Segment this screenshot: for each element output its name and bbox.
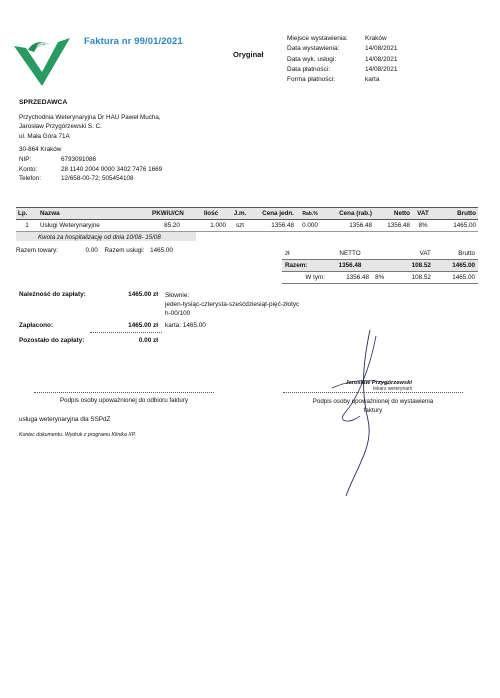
col-unit-price: Cena jedn. xyxy=(252,208,296,220)
seller-name-1: Przychodnia Weterynaryjna Dr HAU Paweł Mucha, xyxy=(19,113,161,121)
seller-account: Konto: 28 1140 2004 0000 3402 7476 1669 xyxy=(19,165,163,173)
goods-value: 0.00 xyxy=(85,247,98,254)
issuer-signature-caption: Podpis osoby upoważnionej do wystawienia faktury xyxy=(312,398,434,414)
services-value: 1465.00 xyxy=(150,247,173,254)
exempt-note: usługa weterynaryjna dla SSPdZ xyxy=(19,416,111,423)
clinic-logo xyxy=(12,32,72,88)
meta-payment-date: Data płatności: 14/08/2021 xyxy=(287,65,398,73)
col-pkwiu: PKWiU/CN xyxy=(150,208,194,220)
end-of-document-note: Koniec dokumentu. Wydruk z programu Klinika XP. xyxy=(19,432,136,438)
col-discount: Rab.% xyxy=(296,208,324,220)
summary-header-row: zł NETTO VAT Brutto xyxy=(282,248,478,260)
seller-heading: SPRZEDAWCA xyxy=(19,99,68,106)
meta-issue-date: Data wystawienia: 14/08/2021 xyxy=(287,45,398,53)
remaining-value: 0.00 zł xyxy=(138,337,158,344)
amount-in-words: Słownie: jeden-tysiąc-czterysta-sześćdziesiąt-pięć-złotyc h-00/100 xyxy=(165,292,300,317)
col-name: Nazwa xyxy=(38,208,150,220)
items-table xyxy=(16,207,478,232)
amount-due-value: 1465.00 zł xyxy=(128,291,158,298)
col-qty: Ilość xyxy=(194,208,228,220)
meta-service-date: Data wyk. usługi: 14/08/2021 xyxy=(287,55,398,63)
totals-line xyxy=(16,247,173,254)
seller-street: ul. Mała Góra 71A xyxy=(19,132,70,140)
seller-city: 30-864 Kraków xyxy=(19,146,62,154)
col-brutto: Brutto xyxy=(434,208,478,220)
vat-summary-table xyxy=(282,248,478,284)
invoice-meta xyxy=(287,34,398,85)
seller-nip: NIP: 6793091086 xyxy=(19,155,97,163)
col-lp: Lp. xyxy=(16,208,38,220)
signature-stamp: Jarosław Przygórzewski lekarz weterynarii xyxy=(345,380,412,392)
invoice-title: Faktura nr 99/01/2021 xyxy=(84,36,183,47)
summary-total-row: Razem: 1356.48 108.52 1465.00 xyxy=(282,260,478,272)
col-unit: J.m. xyxy=(228,208,252,220)
receiver-signature-caption: Podpis osoby upoważnionej do odbioru faktury xyxy=(60,397,188,404)
col-netto: Netto xyxy=(374,208,412,220)
col-vat: VAT xyxy=(412,208,434,220)
items-header-row xyxy=(16,208,478,220)
original-label: Oryginał xyxy=(233,50,264,59)
meta-payment-form: Forma płatności: karta xyxy=(287,76,380,84)
table-row: 1 Usługi Weterynaryjne 85.20 1.000 szt 1356.48 0.000 1356.48 1356.48 8% 1465.00 xyxy=(16,220,478,232)
seller-block xyxy=(19,98,162,184)
paid-label: Zapłacono: xyxy=(19,322,54,329)
meta-place: Miejsce wystawienia: Kraków xyxy=(287,35,387,42)
services-label: Razem usługi: xyxy=(104,247,145,254)
goods-label: Razem towary: xyxy=(16,247,58,254)
remaining-label: Pozostało do zapłaty: xyxy=(19,337,85,344)
seller-name-2: Jarosław Przygórzewski S. C. xyxy=(19,123,102,131)
amount-due-label: Należność do zapłaty: xyxy=(19,291,86,298)
paid-method: karta: 1465.00 xyxy=(165,322,206,329)
seller-phone: Telefon: 12/658-00-72; 505454108 xyxy=(19,175,134,183)
summary-rate-row: W tym: 1356.48 8% 108.52 1465.00 xyxy=(282,272,478,284)
col-discount-price: Cena (rab.) xyxy=(324,208,374,220)
paid-value: 1465.00 zł xyxy=(128,322,158,329)
item-note: Kwota za hospitalizację od dnia 10/08- 15/08 xyxy=(38,234,161,241)
